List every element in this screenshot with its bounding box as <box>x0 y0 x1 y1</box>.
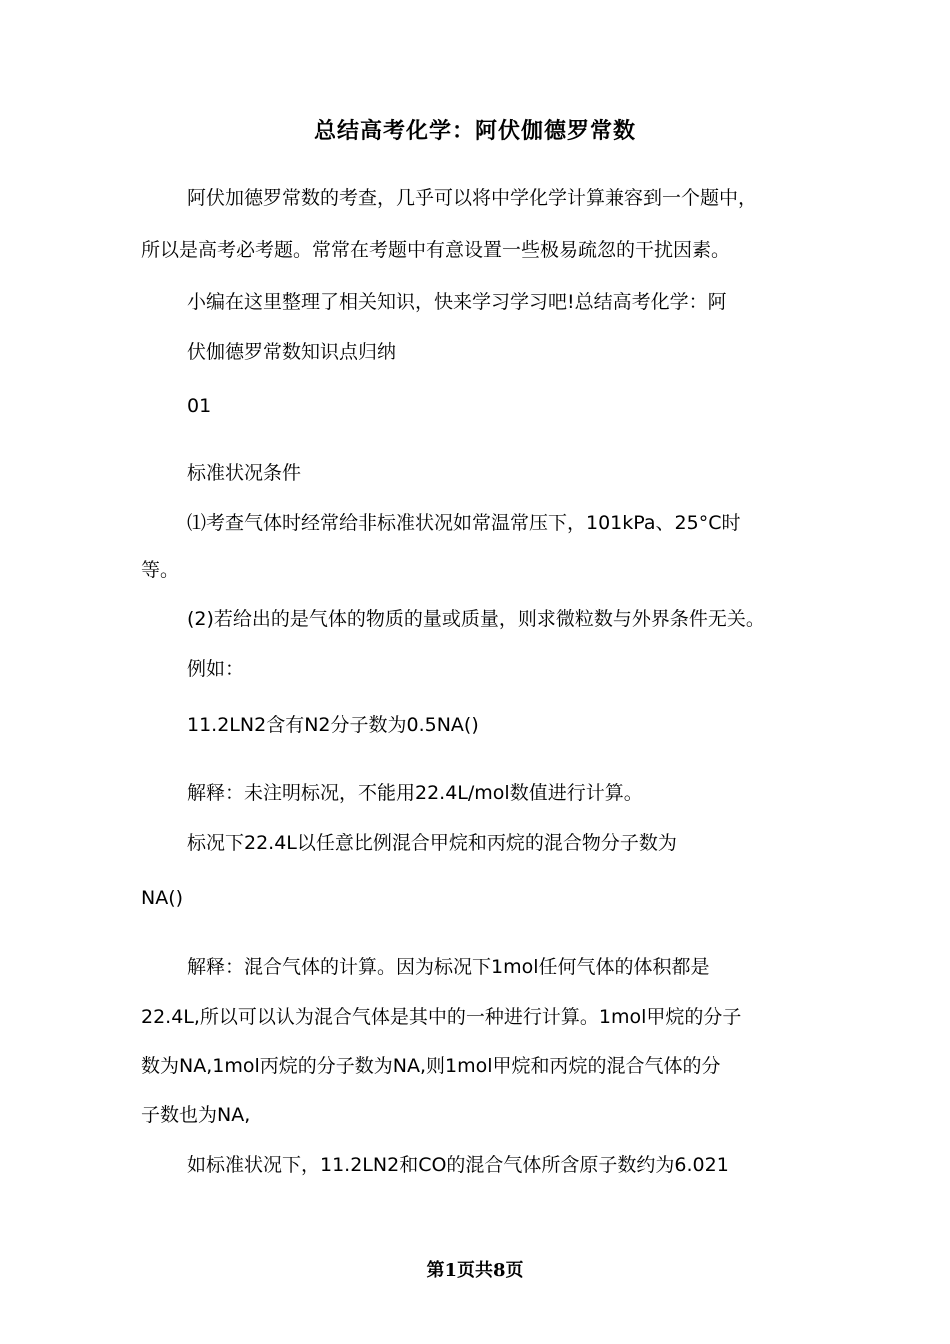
paragraph-line: 例如： <box>187 658 245 680</box>
paragraph-line: 阿伏加德罗常数的考查，几乎可以将中学化学计算兼容到一个题中， <box>187 187 758 209</box>
example-line: 标况下22.4L以任意比例混合甲烷和丙烷的混合物分子数为 <box>187 832 677 854</box>
explanation-line: 子数也为NA, <box>141 1104 251 1126</box>
paragraph-line: 小编在这里整理了相关知识，快来学习学习吧!总结高考化学：阿 <box>187 291 727 313</box>
explanation-line: 数为NA,1mol丙烷的分子数为NA,则1mol甲烷和丙烷的混合气体的分 <box>141 1055 721 1077</box>
paragraph-line: (2)若给出的是气体的物质的量或质量，则求微粒数与外界条件无关。 <box>187 608 765 630</box>
section-heading: 标准状况条件 <box>187 462 302 484</box>
explanation-line: 解释：未注明标况，不能用22.4L/mol数值进行计算。 <box>187 782 643 804</box>
page-footer: 第1页共8页 <box>426 1260 524 1281</box>
paragraph-line: 所以是高考必考题。常常在考题中有意设置一些极易疏忽的干扰因素。 <box>141 239 731 261</box>
example-line: NA() <box>141 887 184 909</box>
section-number: 01 <box>187 395 212 417</box>
paragraph-line: ⑴考查气体时经常给非标准状况如常温常压下，101kPa、25°C时 <box>187 512 741 534</box>
paragraph-line: 等。 <box>141 559 180 581</box>
explanation-line: 22.4L,所以可以认为混合气体是其中的一种进行计算。1mol甲烷的分子 <box>141 1006 742 1028</box>
page-title: 总结高考化学：阿伏伽德罗常数 <box>313 119 636 144</box>
paragraph-line: 伏伽德罗常数知识点归纳 <box>187 341 397 363</box>
explanation-line: 解释：混合气体的计算。因为标况下1mol任何气体的体积都是 <box>187 956 710 978</box>
example-line: 如标准状况下，11.2LN2和CO的混合气体所含原子数约为6.021 <box>187 1154 729 1176</box>
example-line: 11.2LN2含有N2分子数为0.5NA() <box>187 714 479 736</box>
